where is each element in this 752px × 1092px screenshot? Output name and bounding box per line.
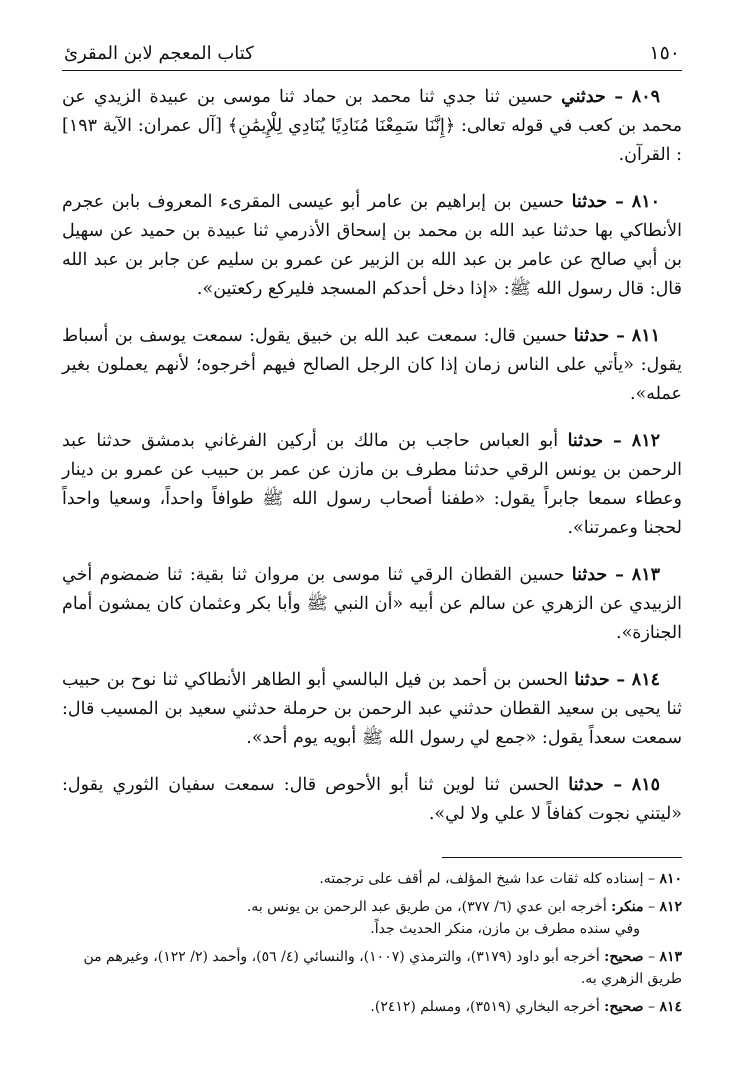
- footnote-text: أخرجه البخاري (٣٥١٩)، ومسلم (٢٤١٢).: [370, 999, 600, 1015]
- hadith-text: حسين قال: سمعت عبد الله بن خبيق يقول: سمعت يوسف بن أسباط يقول: «يأتي على الناس زمان إذا كان الرجل الصالح فيهم أخرجوه؛ لأنهم يعملون بغير عمله».: [62, 326, 682, 404]
- footnote-813: ٨١٣ – صحيح: أخرجه أبو داود (٣١٧٩)، والترمذي (١٠٠٧)، والنسائي (٤/ ٥٦)، وأحمد (٢/ ١٢٢)، وغيرهم من طريق الزهري به.: [83, 949, 682, 987]
- hadith-lead: حدثنا: [571, 565, 608, 585]
- hadith-text: حسين ثنا جدي ثنا محمد بن حماد ثنا موسى بن عبيدة الزيدي عن محمد بن كعب في قوله تعالى: ﴿إِنَّنَا سَمِعْنَا مُنَادِيًا يُنَادِي لِلْإِيمَٰنِ﴾ [آل عمران: الآية ١٩٣] : القرآن.: [62, 87, 682, 165]
- hadith-text: الحسن بن أحمد بن فيل البالسي أبو الطاهر الأنطاكي ثنا نوح بن حبيب ثنا يحيى بن سعيد القطان حدثني عبد الرحمن بن حرملة حدثني سعيد بن المسيب قال: سمعت سعداً يقول: «جمع لي رسول الله ﷺ أبويه يوم أحد».: [62, 670, 682, 748]
- footnotes: [62, 868, 682, 1018]
- hadith-lead: حدثنا: [567, 431, 604, 451]
- hadith-810: ٨١٠ – حدثنا حسين بن إبراهيم بن عامر أبو عيسى المقرىء المعروف بابن عجرم الأنطاكي بها حدثنا عبد الله بن محمد بن إسحاق الأذرمي ثنا عبيدة بن حميد عن سهيل بن أبي صالح عن عامر بن عبد الله بن الزبير عن عمرو بن سليم عن جابر بن عبد الله قال: قال رسول الله ﷺ: «إذا دخل أحدكم المسجد فليركع ركعتين».: [62, 192, 682, 299]
- running-header: [62, 42, 682, 70]
- footnote-extra: وفي سنده مطرف بن مازن، منكر الحديث جداً.: [370, 921, 640, 937]
- footnote-text: أخرجه أبو داود (٣١٧٩)، والترمذي (١٠٠٧)، والنسائي (٤/ ٥٦)، وأحمد (٢/ ١٢٢)، وغيرهم من طريق الزهري به.: [83, 949, 682, 987]
- footnote-grade: منكر:: [611, 899, 644, 915]
- footnote-814: ٨١٤ – صحيح: أخرجه البخاري (٣٥١٩)، ومسلم (٢٤١٢).: [370, 999, 682, 1015]
- hadith-number: ٨١٥: [631, 775, 660, 795]
- hadith-number: ٨١١: [631, 326, 660, 346]
- footnote-text: أخرجه ابن عدي (٦/ ٣٧٧)، من طريق عبد الرحمن بن يونس به.: [246, 899, 607, 915]
- footnote-812: ٨١٢ – منكر: أخرجه ابن عدي (٦/ ٣٧٧)، من طريق عبد الرحمن بن يونس به. وفي سنده مطرف بن مازن، منكر الحديث جداً.: [62, 896, 682, 940]
- hadith-812: ٨١٢ – حدثنا أبو العباس حاجب بن مالك بن أركين الفرغاني بدمشق حدثنا عبد الرحمن بن يونس الرقي حدثنا مطرف بن مازن عن عمر بن حبيب عن عمرو بن دينار وعطاء سمعا جابراً يقول: «طفنا أصحاب رسول الله ﷺ طوافاً واحداً، وسعيا واحداً لحجنا وعمرتنا».: [62, 431, 682, 538]
- hadith-lead: حدثنا: [568, 775, 604, 795]
- hadith-text: حسين القطان الرقي ثنا موسى بن مروان ثنا بقية: ثنا ضمضوم أخي الزبيدي عن الزهري عن سالم عن أبيه «أن النبي ﷺ وأبا بكر وعثمان كان يمشون أمام الجنازة».: [62, 565, 682, 643]
- footnote-810: ٨١٠ – إسناده كله ثقات عدا شيخ المؤلف، لم أقف على ترجمته.: [319, 871, 682, 887]
- footnote-number: ٨١٢: [659, 899, 682, 915]
- footnote-number: ٨١٠: [659, 871, 682, 887]
- footnote-grade: صحيح:: [604, 999, 644, 1015]
- hadith-813: ٨١٣ – حدثنا حسين القطان الرقي ثنا موسى بن مروان ثنا بقية: ثنا ضمضوم أخي الزبيدي عن الزهري عن سالم عن أبيه «أن النبي ﷺ وأبا بكر وعثمان كان يمشون أمام الجنازة».: [62, 565, 682, 643]
- header-rule: [62, 70, 682, 71]
- book-page: [62, 42, 682, 1024]
- hadith-text: الحسن ثنا لوين ثنا أبو الأحوص قال: سمعت سفيان الثوري يقول: «ليتني نجوت كفافاً لا علي ولا لي».: [62, 775, 682, 824]
- hadith-number: ٨١٣: [631, 565, 660, 585]
- hadith-809: ٨٠٩ – حدثني حسين ثنا جدي ثنا محمد بن حماد ثنا موسى بن عبيدة الزيدي عن محمد بن كعب في قوله تعالى: ﴿إِنَّنَا سَمِعْنَا مُنَادِيًا يُنَادِي لِلْإِيمَٰنِ﴾ [آل عمران: الآية ١٩٣] : القرآن.: [62, 87, 682, 165]
- hadith-number: ٨١٢: [631, 431, 660, 451]
- hadith-text: حسين بن إبراهيم بن عامر أبو عيسى المقرىء المعروف بابن عجرم الأنطاكي بها حدثنا عبد الله بن محمد بن إسحاق الأذرمي ثنا عبيدة بن حميد عن سهيل بن أبي صالح عن عامر بن عبد الله بن الزبير عن عمرو بن سليم عن جابر بن عبد الله قال: قال رسول الله ﷺ: «إذا دخل أحدكم المسجد فليركع ركعتين».: [62, 192, 682, 299]
- hadith-lead: حدثنا: [574, 670, 610, 690]
- page-number: ١٥٠: [649, 42, 680, 64]
- footnote-number: ٨١٣: [659, 949, 682, 965]
- footnote-number: ٨١٤: [659, 999, 682, 1015]
- book-title: كتاب المعجم لابن المقرئ: [64, 43, 254, 64]
- footnote-grade: صحيح:: [604, 949, 644, 965]
- hadith-811: ٨١١ – حدثنا حسين قال: سمعت عبد الله بن خبيق يقول: سمعت يوسف بن أسباط يقول: «يأتي على الناس زمان إذا كان الرجل الصالح فيهم أخرجوه؛ لأنهم يعملون بغير عمله».: [62, 326, 682, 404]
- hadith-lead: حدثنا: [571, 192, 608, 212]
- hadith-lead: حدثنا: [573, 326, 610, 346]
- hadith-number: ٨٠٩: [631, 87, 660, 107]
- hadith-lead: حدثني: [561, 87, 606, 107]
- hadith-text: أبو العباس حاجب بن مالك بن أركين الفرغاني بدمشق حدثنا عبد الرحمن بن يونس الرقي حدثنا مطرف بن مازن عن عمر بن حبيب عن عمرو بن دينار وعطاء سمعا جابراً يقول: «طفنا أصحاب رسول الله ﷺ طوافاً واحداً، وسعيا واحداً لحجنا وعمرتنا».: [62, 431, 682, 538]
- hadith-number: ٨١٤: [631, 670, 660, 690]
- hadith-number: ٨١٠: [631, 192, 660, 212]
- footnote-text: إسناده كله ثقات عدا شيخ المؤلف، لم أقف على ترجمته.: [319, 871, 644, 887]
- hadith-814: ٨١٤ – حدثنا الحسن بن أحمد بن فيل البالسي أبو الطاهر الأنطاكي ثنا نوح بن حبيب ثنا يحيى بن سعيد القطان حدثني عبد الرحمن بن حرملة حدثني سعيد بن المسيب قال: سمعت سعداً يقول: «جمع لي رسول الله ﷺ أبويه يوم أحد».: [62, 670, 682, 748]
- hadith-815: ٨١٥ – حدثنا الحسن ثنا لوين ثنا أبو الأحوص قال: سمعت سفيان الثوري يقول: «ليتني نجوت كفافاً لا علي ولا لي».: [62, 775, 682, 824]
- footnote-separator: [442, 857, 682, 858]
